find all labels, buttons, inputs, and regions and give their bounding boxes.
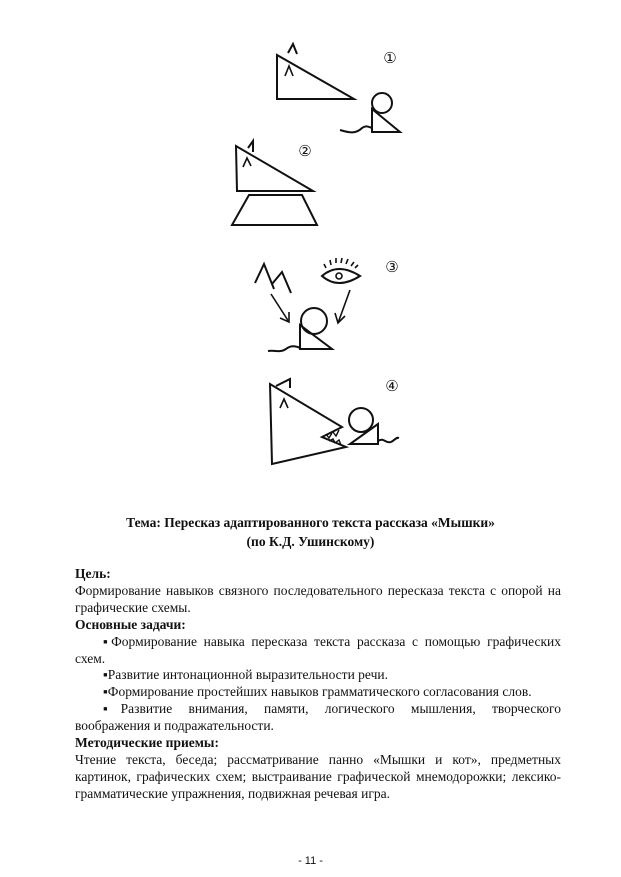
- tasks-heading: Основные задачи:: [75, 616, 186, 632]
- scheme-number: ④: [385, 377, 399, 395]
- lesson-body: [75, 566, 561, 803]
- cat-eye: [280, 399, 288, 408]
- cat-triangle-mouth: [270, 384, 346, 464]
- mouse-tail: [340, 126, 372, 132]
- cat-ear: [288, 44, 297, 54]
- task-item: ▪Формирование навыка пересказа текста рассказа с помощью графических схем.: [75, 633, 561, 666]
- methods-heading: Методические приемы:: [75, 735, 219, 751]
- methods-text: Чтение текста, беседа; рассматривание панно «Мышки и кот», предметных картинок, графических схем; выстраивание графической мнемодорожки; лексико-грамматические упражнения, подвижная речевая игра.: [75, 751, 561, 801]
- cat-triangle: [277, 55, 354, 99]
- eye-pupil: [336, 273, 342, 279]
- mouse-head: [372, 93, 392, 113]
- mouse-body: [350, 424, 378, 444]
- page-number: - 11 -: [298, 855, 323, 867]
- scheme-2-cat-on-bench: [232, 141, 317, 225]
- eye-icon: [322, 269, 360, 283]
- mouse-tail: [378, 438, 399, 443]
- mouse-head: [301, 308, 327, 334]
- cat-eye: [285, 66, 293, 76]
- lesson-title: Тема: Пересказ адаптированного текста рассказа «Мышки»: [126, 515, 495, 530]
- scheme-1-cat-and-mouse: [277, 44, 400, 132]
- cat-eye: [243, 158, 251, 167]
- scheme-number: ③: [385, 258, 399, 276]
- task-item: ▪Развитие внимания, памяти, логического мышления, творческого воображения и подражательности.: [75, 701, 561, 734]
- scheme-4-cat-catches-mouse: [270, 377, 399, 464]
- ear-sign: [272, 272, 291, 293]
- ear-sign: [255, 264, 274, 289]
- scheme-number: ②: [298, 142, 312, 160]
- scheme-3-mouse-hears-and-sees: [255, 258, 399, 351]
- task-item: ▪Формирование простейших навыков грамматического согласования слов.: [103, 684, 532, 700]
- bench-trapezoid: [232, 195, 317, 225]
- cat-ear: [276, 379, 290, 388]
- mouse-head: [349, 408, 373, 432]
- task-item: ▪Развитие интонационной выразительности речи.: [103, 667, 388, 683]
- scheme-number: ①: [383, 49, 397, 67]
- lesson-subtitle: (по К.Д. Ушинскому): [246, 534, 375, 549]
- goal-heading: Цель:: [75, 566, 111, 581]
- arrow: [271, 294, 289, 322]
- mouse-tail: [268, 346, 300, 351]
- mouse-body: [300, 325, 332, 349]
- eyelashes: [324, 258, 358, 268]
- cat-ear: [248, 141, 253, 152]
- goal-text: Формирование навыков связного последовательного пересказа текста с опорой на графические схемы.: [75, 582, 561, 615]
